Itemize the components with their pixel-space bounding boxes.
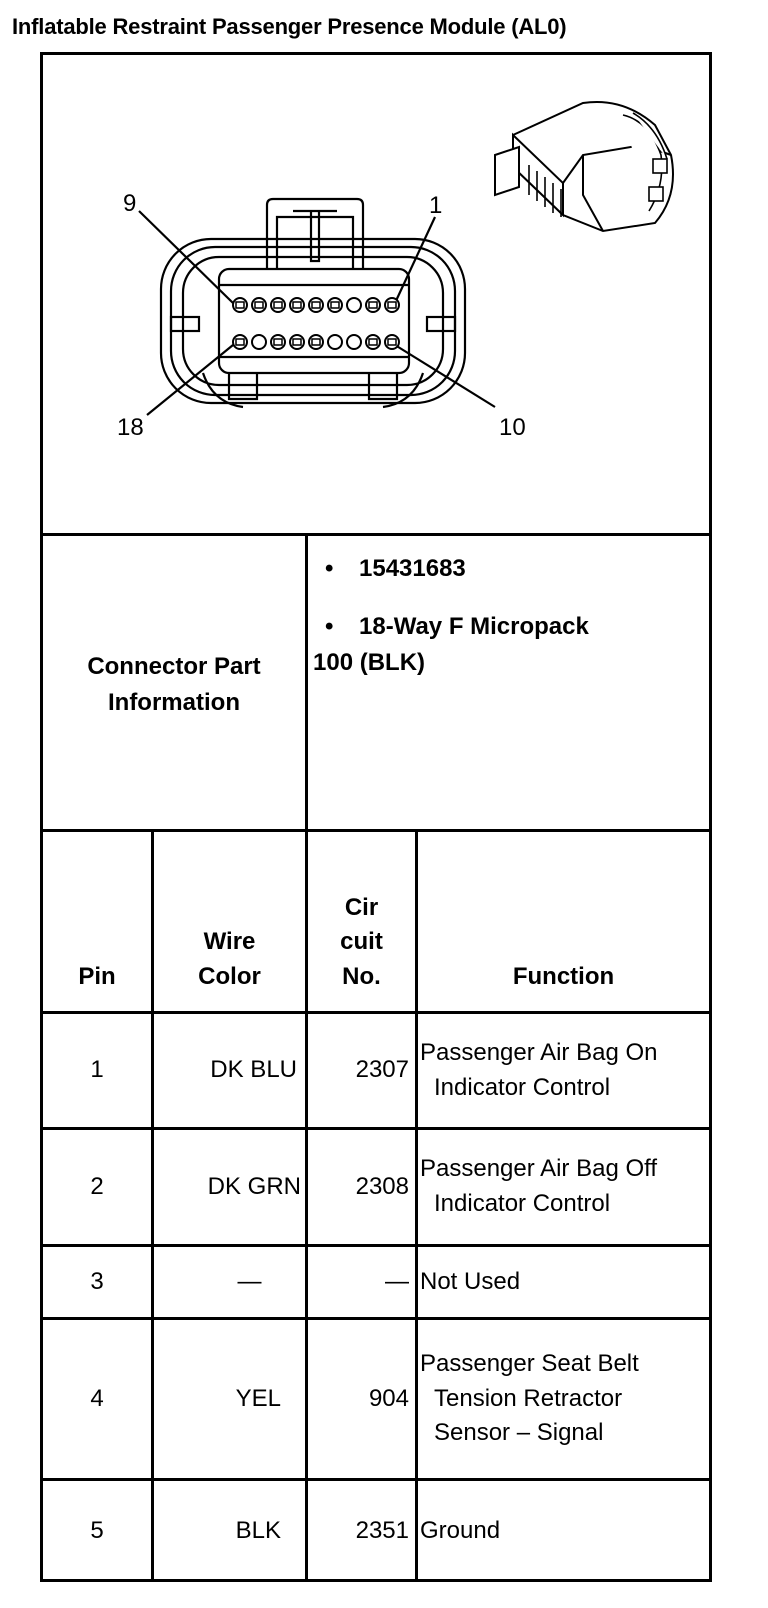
table-row-2-wire-color: DK GRN <box>207 1172 301 1200</box>
divider <box>43 533 709 536</box>
table-row-3-pin: 3 <box>90 1267 104 1295</box>
pin-label-1: 1 <box>429 192 443 219</box>
connector-diagram <box>43 55 709 535</box>
pin-label-9: 9 <box>123 190 137 217</box>
table-row-3-function: Not Used <box>420 1267 521 1295</box>
table-row-5-circuit: 2351 <box>355 1516 409 1544</box>
connector-part-info-list <box>313 551 709 703</box>
header-function: Function <box>512 963 615 991</box>
header-circuit-no: Cir cuit No. <box>340 893 383 991</box>
table-row-1-wire-color: DK BLU <box>210 1056 297 1084</box>
pin-label-18: 18 <box>117 414 144 441</box>
table-row-4-pin: 4 <box>90 1384 104 1412</box>
connector-part-info-label: Connector Part Information <box>87 653 261 716</box>
page-title: Inflatable Restraint Passenger Presence Module (AL0) <box>12 14 567 39</box>
table-row-4-wire-color: YEL <box>235 1384 281 1412</box>
table-row-2-function: Passenger Air Bag Off Indicator Control <box>420 1155 658 1217</box>
pin-row-top <box>233 298 399 312</box>
table-row-1-function: Passenger Air Bag On Indicator Control <box>420 1038 658 1101</box>
header-wire-color: Wire Color <box>198 928 261 991</box>
pin-row-bottom <box>233 335 399 349</box>
part-number-item: • 15431683 <box>325 555 466 582</box>
pin-label-10: 10 <box>499 414 526 441</box>
table-row-2-pin: 2 <box>90 1172 104 1200</box>
table-row-1-pin: 1 <box>90 1056 104 1084</box>
table-row-5-pin: 5 <box>90 1516 104 1544</box>
table-row-5-function: Ground <box>420 1516 501 1544</box>
table-row-4-circuit: 904 <box>368 1384 409 1412</box>
connector-isometric-icon <box>495 102 673 231</box>
table-row-5-wire-color: BLK <box>235 1516 281 1544</box>
table-row-3-circuit: — <box>385 1267 409 1295</box>
table-row-3-wire-color: — <box>237 1267 262 1295</box>
table-row-2-circuit: 2308 <box>355 1172 409 1200</box>
connector-type-item: • 18-Way F Micropack 100 (BLK) <box>313 613 589 676</box>
header-pin: Pin <box>78 963 116 991</box>
table-row-1-circuit: 2307 <box>355 1056 409 1084</box>
connector-end-view-frame <box>40 52 712 1582</box>
table-row-4-function: Passenger Seat Belt Tension Retractor Sensor – Signal <box>420 1349 639 1447</box>
divider <box>305 535 308 831</box>
